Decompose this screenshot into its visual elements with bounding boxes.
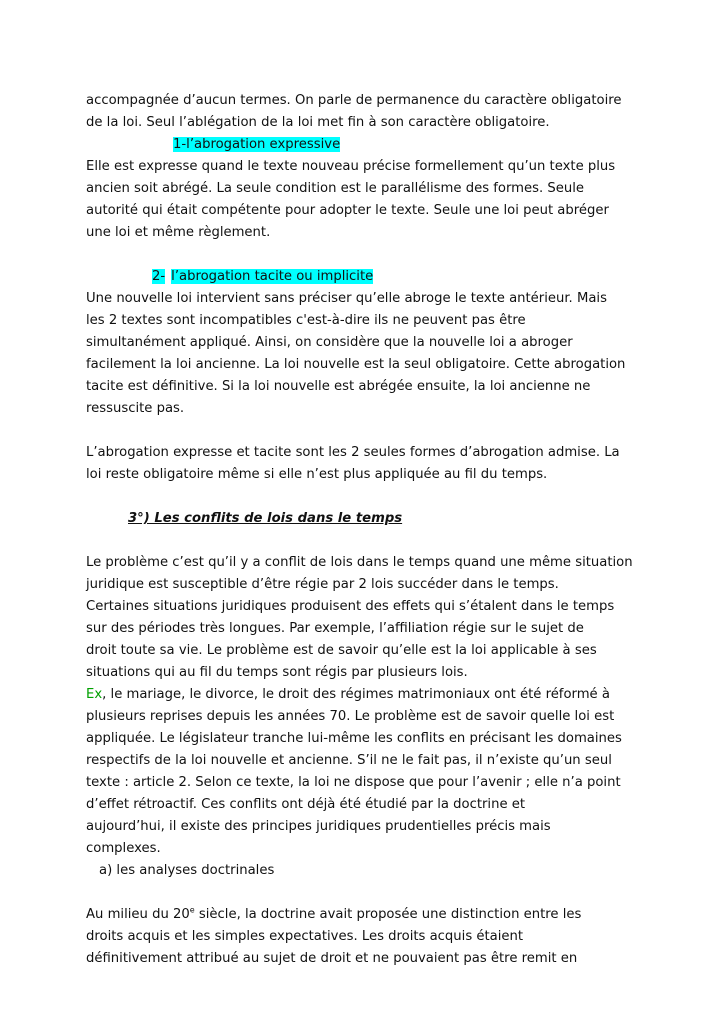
paragraph-line: une loi et même règlement. xyxy=(86,225,271,240)
document-page xyxy=(86,90,646,970)
paragraph-line: définitivement attribué au sujet de droit et ne pouvaient pas être remit en xyxy=(86,951,578,966)
paragraph-line: droits acquis et les simples expectatives. Les droits acquis étaient xyxy=(86,929,524,944)
paragraph-line: complexes. xyxy=(86,841,161,856)
spacer xyxy=(86,420,646,442)
spacer xyxy=(86,530,646,552)
highlighted-subheading: 1-l’abrogation expressive xyxy=(173,137,341,152)
subheading-abrogation-expressive xyxy=(86,134,646,156)
list-item-heading: a) les analyses doctrinales xyxy=(99,863,275,878)
paragraph-line: Le problème c’est qu’il y a conflit de lois dans le temps quand une même situation xyxy=(86,555,633,570)
paragraph-line: facilement la loi ancienne. La loi nouvelle est la seul obligatoire. Cette abrogation xyxy=(86,357,626,372)
text-fragment: Au milieu du 20 xyxy=(86,907,190,922)
paragraph-line: accompagnée d’aucun termes. On parle de permanence du caractère obligatoire xyxy=(86,93,622,108)
section-heading xyxy=(86,508,646,530)
paragraph-line: appliquée. Le législateur tranche lui-même les conflits en précisant les domaines xyxy=(86,731,622,746)
paragraph-line: Elle est expresse quand le texte nouveau précise formellement qu’un texte plus xyxy=(86,159,616,174)
paragraph-line: droit toute sa vie. Le problème est de savoir qu’elle est la loi applicable à ses xyxy=(86,643,597,658)
text-fragment: siècle, la doctrine avait proposée une distinction entre les xyxy=(194,907,582,922)
paragraph-line: ancien soit abrégé. La seule condition est le parallélisme des formes. Seule xyxy=(86,181,584,196)
spacer xyxy=(86,486,646,508)
paragraph-line: aujourd’hui, il existe des principes juridiques prudentielles précis mais xyxy=(86,819,551,834)
paragraph-line: Certaines situations juridiques produisent des effets qui s’étalent dans le temps xyxy=(86,599,615,614)
paragraph-line: autorité qui était compétente pour adopter le texte. Seule une loi peut abréger xyxy=(86,203,609,218)
paragraph-line: plusieurs reprises depuis les années 70. Le problème est de savoir quelle loi est xyxy=(86,709,615,724)
superscript: e xyxy=(189,905,195,915)
paragraph-line: texte : article 2. Selon ce texte, la loi ne dispose que pour l’avenir ; elle n’a point xyxy=(86,775,621,790)
paragraph-line: loi reste obligatoire même si elle n’est plus appliquée au fil du temps. xyxy=(86,467,548,482)
paragraph-line: situations qui au fil du temps sont régis par plusieurs lois. xyxy=(86,665,468,680)
paragraph-line: d’effet rétroactif. Ces conflits ont déjà été étudié par la doctrine et xyxy=(86,797,526,812)
paragraph-line: Une nouvelle loi intervient sans préciser qu’elle abroge le texte antérieur. Mais xyxy=(86,291,607,306)
paragraph-line xyxy=(86,684,646,706)
spacer xyxy=(86,244,646,266)
paragraph-line xyxy=(86,904,646,926)
section-title: 3°) Les conflits de lois dans le temps xyxy=(128,511,403,526)
paragraph-line: simultanément appliqué. Ainsi, on considère que la nouvelle loi a abroger xyxy=(86,335,573,350)
example-label: Ex xyxy=(86,687,103,702)
paragraph-line: ressuscite pas. xyxy=(86,401,185,416)
spacer xyxy=(86,882,646,904)
paragraph-line: les 2 textes sont incompatibles c'est-à-dire ils ne peuvent pas être xyxy=(86,313,526,328)
paragraph-line: L’abrogation expresse et tacite sont les 2 seules formes d’abrogation admise. La xyxy=(86,445,620,460)
paragraph-line: juridique est susceptible d’être régie par 2 lois succéder dans le temps. xyxy=(86,577,559,592)
highlighted-subheading: l’abrogation tacite ou implicite xyxy=(171,269,374,284)
example-text: , le mariage, le divorce, le droit des régimes matrimoniaux ont été réformé à xyxy=(102,687,610,702)
paragraph-line: sur des périodes très longues. Par exemple, l’affiliation régie sur le sujet de xyxy=(86,621,584,636)
paragraph-line: de la loi. Seul l’ablégation de la loi met fin à son caractère obligatoire. xyxy=(86,115,550,130)
highlighted-number: 2- xyxy=(152,269,166,284)
paragraph-line: tacite est définitive. Si la loi nouvelle est abrégée ensuite, la loi ancienne ne xyxy=(86,379,591,394)
subheading-abrogation-tacite xyxy=(86,266,646,288)
paragraph-line: respectifs de la loi nouvelle et ancienne. S’il ne le fait pas, il n’existe qu’un seul xyxy=(86,753,612,768)
